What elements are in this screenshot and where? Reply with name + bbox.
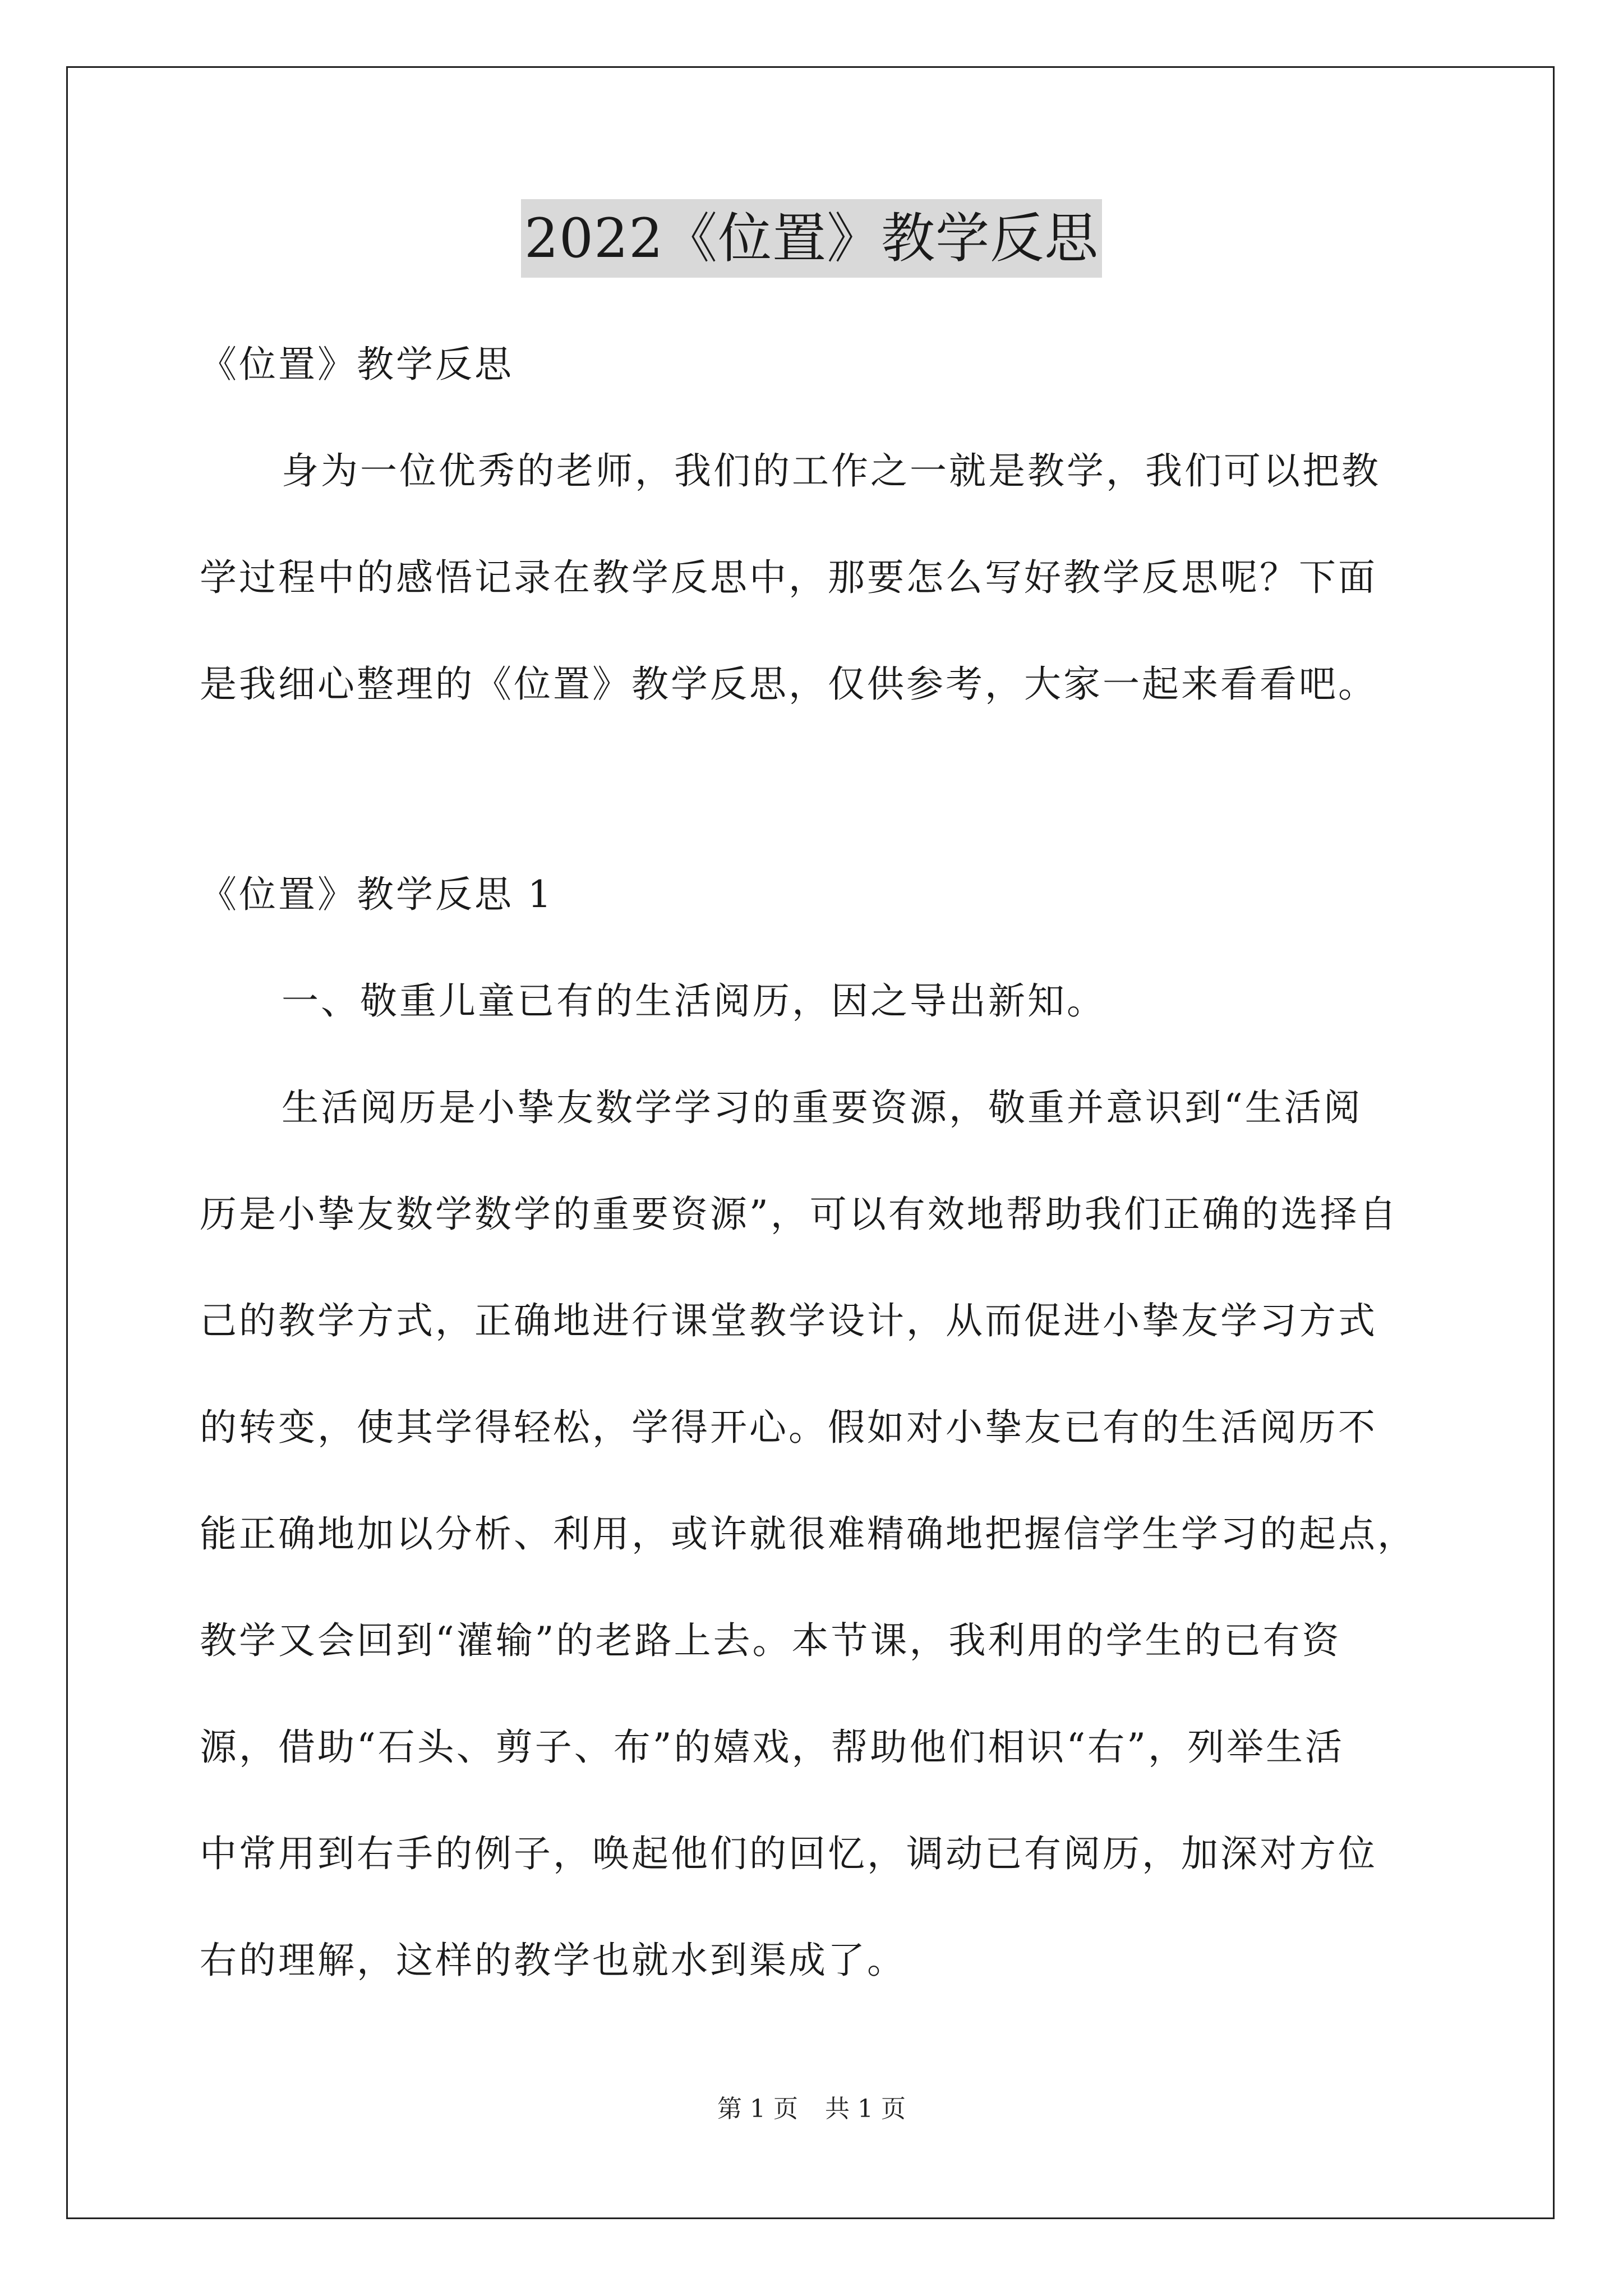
body-line: 右的理解，这样的教学也就水到渠成了。: [200, 1939, 906, 1982]
document-subtitle: 《位置》教学反思: [200, 343, 514, 386]
point-heading: 一、敬重儿童已有的生活阅历，因之导出新知。: [282, 979, 1106, 1023]
page-count: 共 1 页: [825, 2095, 906, 2123]
title-container: [0, 199, 1623, 278]
body-line: 生活阅历是小挚友数学学习的重要资源，敬重并意识到“生活阅: [282, 1086, 1363, 1129]
intro-line: 身为一位优秀的老师，我们的工作之一就是教学，我们可以把教: [282, 449, 1381, 493]
body-line: 历是小挚友数学数学的重要资源”，可以有效地帮助我们正确的选择自: [200, 1193, 1399, 1236]
section-heading: 《位置》教学反思 1: [200, 873, 554, 916]
body-line: 己的教学方式，正确地进行课堂教学设计，从而促进小挚友学习方式: [200, 1299, 1377, 1342]
body-line: 源，借助“石头、剪子、布”的嬉戏，帮助他们相识“右”，列举生活: [200, 1726, 1344, 1769]
page-footer: [0, 2092, 1623, 2126]
body-line: 能正确地加以分析、利用，或许就很难精确地把握信学生学习的起点，: [200, 1512, 1417, 1556]
document-title: 2022《位置》教学反思: [521, 199, 1102, 278]
page-number: 第 1 页: [717, 2095, 798, 2123]
body-line: 教学又会回到“灌输”的老路上去。本节课，我利用的学生的已有资: [200, 1619, 1341, 1662]
document-body: [200, 311, 1428, 2014]
paragraph-spacer: [200, 738, 1428, 841]
body-line: 的转变，使其学得轻松，学得开心。假如对小挚友已有的生活阅历不: [200, 1406, 1377, 1449]
intro-line: 学过程中的感悟记录在教学反思中，那要怎么写好教学反思呢？下面: [200, 556, 1377, 599]
intro-line: 是我细心整理的《位置》教学反思，仅供参考，大家一起来看看吧。: [200, 662, 1377, 706]
body-line: 中常用到右手的例子，唤起他们的回忆，调动已有阅历，加深对方位: [200, 1832, 1377, 1875]
